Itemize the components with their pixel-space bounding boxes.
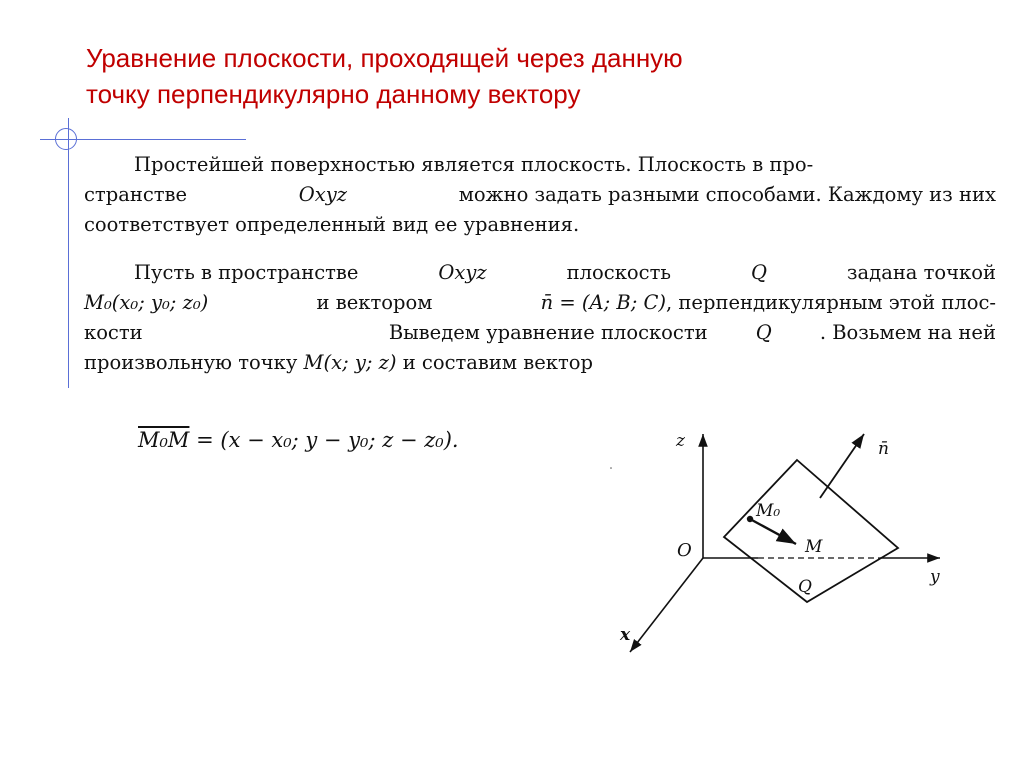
slide-title-line-1: Уравнение плоскости, проходящей через данную [86,43,683,73]
slide-title-line-2: точку перпендикулярно данному вектору [86,79,581,109]
label-origin: O [677,540,692,561]
paragraph-1-line-2 [84,180,996,210]
text-span: Выведем уравнение плоскости [388,321,708,344]
text-span: и составим вектор [402,351,593,374]
math-q: Q [755,321,772,344]
plane-diagram [600,420,980,670]
label-normal: n̄ [878,439,889,459]
paragraph-1-line-3 [84,210,996,240]
label-m0: M₀ [756,501,781,521]
label-z: z [676,431,685,451]
paragraph-2-line-3 [84,318,996,348]
decorative-vertical-rule [68,118,69,388]
math-oxyz: Oxyz [438,261,487,284]
paragraph-2-line-1 [84,258,996,288]
x-axis [630,558,703,652]
math-normal-vector-text: n̄ = (A; B; C) [540,291,667,314]
math-oxyz: Oxyz [298,183,348,206]
normal-vector [820,434,864,498]
math-normal-vector [541,288,996,318]
text-span: Простейшей поверхностью является плоскость. Плоскость в про- [134,153,814,176]
paragraph-1 [84,150,996,240]
text-span: странстве [84,183,188,206]
text-span: кости [84,321,143,344]
text-span: и вектором [316,291,433,314]
slide-title [86,40,986,112]
text-span: можно задать разными способами. Каждому из них [458,183,996,206]
text-span: соответствует определенный вид ее уравнения. [84,213,580,236]
vector-m0-m [750,519,796,544]
text-span: задана точкой [846,261,996,284]
label-y: y [930,567,940,587]
text-span: произвольную точку [84,351,298,374]
text-span: . Возьмем на ней [819,321,996,344]
vector-formula [138,428,459,452]
paragraph-2 [84,258,996,378]
text-span: плоскость [566,261,671,284]
paragraph-1-line-1 [84,150,996,180]
spacer [191,318,341,348]
text-span: , перпендикулярным этой плос- [666,291,996,314]
label-q: Q [798,577,812,597]
math-q: Q [750,261,767,284]
decorative-circle [55,128,77,150]
label-x: x [620,625,631,645]
formula-rhs: = (x − x₀; y − y₀; z − z₀). [189,428,459,452]
math-m0-point: M₀(x₀; y₀; z₀) [84,291,209,314]
formula-lhs: M₀M [138,428,190,452]
math-m-point: M(x; y; z) [303,351,397,374]
paragraph-2-line-4 [84,348,996,378]
text-span: Пусть в пространстве [134,261,359,284]
stray-dot [610,467,612,469]
paragraph-2-line-2 [84,288,996,318]
label-m: M [805,537,823,557]
